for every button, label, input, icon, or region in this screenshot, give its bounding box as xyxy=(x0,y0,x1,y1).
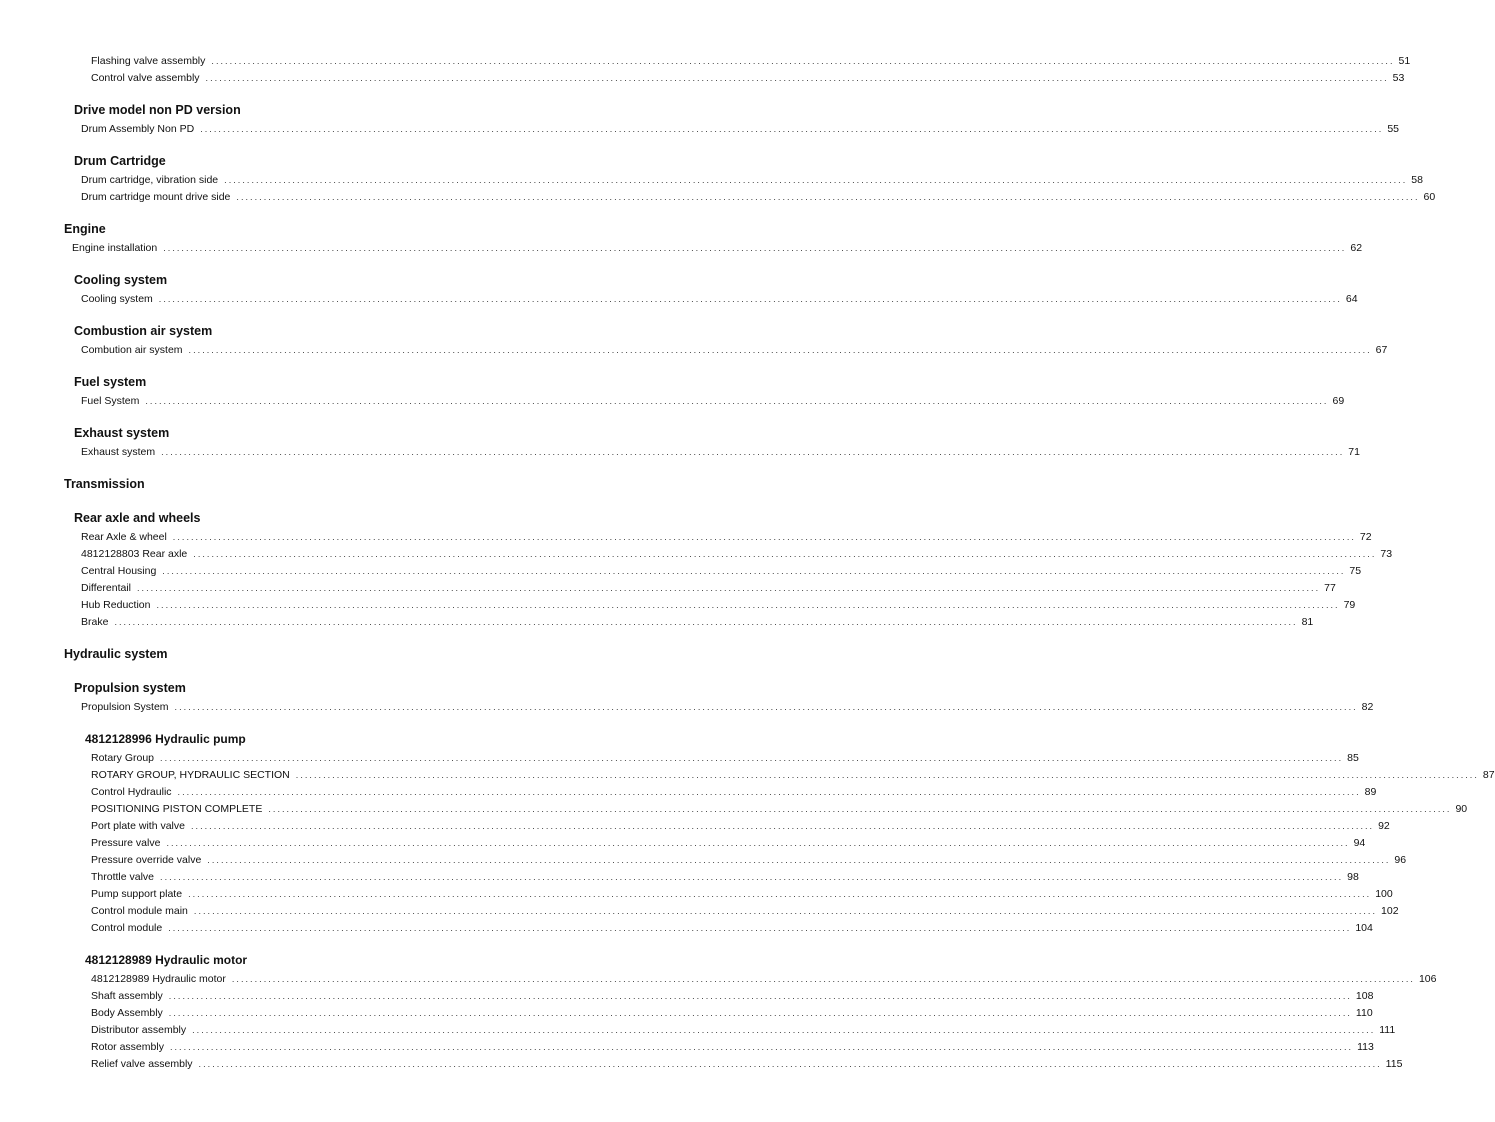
toc-entry[interactable] xyxy=(91,1056,1403,1073)
toc-entry-page-number: 75 xyxy=(1349,565,1362,577)
toc-entry-page-number: 72 xyxy=(1359,531,1372,543)
toc-entry[interactable] xyxy=(91,1039,1374,1056)
toc-entry[interactable] xyxy=(81,291,1358,308)
toc-entry[interactable] xyxy=(91,70,1405,87)
toc-entry-label: Control Hydraulic xyxy=(91,786,172,798)
toc-entry-label: Drum Assembly Non PD xyxy=(81,123,195,135)
toc-entry-label: 4812128803 Rear axle xyxy=(81,548,188,560)
toc-entry[interactable] xyxy=(81,597,1356,614)
toc-entry[interactable] xyxy=(91,886,1393,903)
dot-leader: .................................................................................................................................................................................................................................................................... xyxy=(188,345,1372,355)
dot-leader: .................................................................................................................................................................................................................................................................... xyxy=(193,906,1378,916)
toc-entry[interactable] xyxy=(91,852,1407,869)
toc-entry-label: Pump support plate xyxy=(91,888,183,900)
toc-entry-label: Differentail xyxy=(81,582,131,594)
toc-heading: Hydraulic system xyxy=(64,647,168,661)
toc-entry-page-number: 100 xyxy=(1375,888,1393,900)
toc-entry-page-number: 108 xyxy=(1355,990,1374,1002)
toc-entry-page-number: 90 xyxy=(1455,803,1468,815)
dot-leader: .................................................................................................................................................................................................................................................................... xyxy=(188,889,1372,899)
toc-entry-label: Control module xyxy=(91,922,163,934)
toc-entry-page-number: 113 xyxy=(1357,1041,1374,1053)
toc-entry-page-number: 110 xyxy=(1355,1007,1373,1019)
dot-leader: .................................................................................................................................................................................................................................................................... xyxy=(169,1042,1354,1052)
toc-entry-label: Brake xyxy=(81,616,109,628)
toc-entry[interactable] xyxy=(91,750,1359,767)
toc-entry-page-number: 82 xyxy=(1361,701,1374,713)
toc-entry[interactable] xyxy=(91,988,1374,1005)
toc-heading: Cooling system xyxy=(74,273,168,287)
dot-leader: .................................................................................................................................................................................................................................................................... xyxy=(145,396,1329,406)
toc-heading: Drum Cartridge xyxy=(74,154,166,168)
toc-entry-page-number: 111 xyxy=(1379,1024,1396,1036)
toc-entry-page-number: 58 xyxy=(1411,174,1423,186)
toc-entry[interactable] xyxy=(91,801,1468,818)
toc-entry-page-number: 87 xyxy=(1482,769,1495,781)
toc-entry[interactable] xyxy=(81,444,1360,461)
dot-leader: .................................................................................................................................................................................................................................................................... xyxy=(236,192,1420,202)
toc-entry-label: Propulsion System xyxy=(81,701,169,713)
toc-entry-label: Rotor assembly xyxy=(91,1041,164,1053)
dot-leader: .................................................................................................................................................................................................................................................................... xyxy=(156,600,1340,610)
toc-heading: Combustion air system xyxy=(74,324,213,338)
dot-leader: .................................................................................................................................................................................................................................................................... xyxy=(295,770,1479,780)
toc-entry-label: Relief valve assembly xyxy=(91,1058,193,1070)
toc-entry-page-number: 115 xyxy=(1385,1058,1403,1070)
toc-entry-page-number: 62 xyxy=(1350,242,1363,254)
toc-entry[interactable] xyxy=(81,393,1345,410)
toc-entry-label: Shaft assembly xyxy=(91,990,163,1002)
dot-leader: .................................................................................................................................................................................................................................................................... xyxy=(163,243,1347,253)
toc-entry[interactable] xyxy=(81,342,1388,359)
dot-leader: .................................................................................................................................................................................................................................................................... xyxy=(160,753,1344,763)
toc-entry[interactable] xyxy=(81,121,1400,138)
toc-entry-page-number: 106 xyxy=(1418,973,1437,985)
dot-leader: .................................................................................................................................................................................................................................................................... xyxy=(114,617,1298,627)
toc-entry[interactable] xyxy=(91,903,1399,920)
toc-entry-label: Drum cartridge mount drive side xyxy=(81,191,231,203)
toc-entry[interactable] xyxy=(81,580,1336,597)
toc-heading: Propulsion system xyxy=(74,681,186,695)
toc-entry-label: Combution air system xyxy=(81,344,183,356)
toc-entry[interactable] xyxy=(81,699,1374,716)
toc-entry-label: POSITIONING PISTON COMPLETE xyxy=(91,803,263,815)
toc-heading: 4812128996 Hydraulic pump xyxy=(85,732,246,746)
dot-leader: .................................................................................................................................................................................................................................................................... xyxy=(224,175,1408,185)
toc-entry-label: Exhaust system xyxy=(81,446,156,458)
toc-entry-label: 4812128989 Hydraulic motor xyxy=(91,973,226,985)
toc-heading: Transmission xyxy=(64,477,145,491)
toc-entry[interactable] xyxy=(81,614,1314,631)
toc-entry-label: Hub Reduction xyxy=(81,599,151,611)
toc-entry-page-number: 53 xyxy=(1392,72,1405,84)
toc-entry-page-number: 85 xyxy=(1347,752,1359,764)
toc-entry-label: Cooling system xyxy=(81,293,153,305)
toc-heading: Engine xyxy=(64,222,106,236)
toc-entry-label: Pressure valve xyxy=(91,837,161,849)
dot-leader: .................................................................................................................................................................................................................................................................... xyxy=(137,583,1321,593)
toc-entry-label: Flashing valve assembly xyxy=(91,55,206,67)
dot-leader: .................................................................................................................................................................................................................................................................... xyxy=(198,1059,1382,1069)
toc-entry-label: Distributor assembly xyxy=(91,1024,187,1036)
toc-entry-label: Pressure override valve xyxy=(91,854,202,866)
dot-leader: .................................................................................................................................................................................................................................................................... xyxy=(160,872,1344,882)
toc-entry-label: Body Assembly xyxy=(91,1007,163,1019)
toc-entry-page-number: 77 xyxy=(1324,582,1336,594)
toc-entry[interactable] xyxy=(91,971,1437,988)
toc-heading: 4812128989 Hydraulic motor xyxy=(85,953,248,967)
toc-entry-page-number: 55 xyxy=(1387,123,1400,135)
toc-entry-label: Port plate with valve xyxy=(91,820,185,832)
dot-leader: .................................................................................................................................................................................................................................................................... xyxy=(161,447,1345,457)
dot-leader: .................................................................................................................................................................................................................................................................... xyxy=(231,974,1415,984)
toc-entry[interactable] xyxy=(91,920,1373,937)
toc-entry-page-number: 69 xyxy=(1332,395,1345,407)
toc-entry[interactable] xyxy=(81,563,1362,580)
toc-entry-page-number: 104 xyxy=(1355,922,1373,934)
toc-entry-label: Throttle valve xyxy=(91,871,155,883)
toc-entry[interactable] xyxy=(91,767,1495,784)
dot-leader: .................................................................................................................................................................................................................................................................... xyxy=(168,1008,1352,1018)
toc-entry-page-number: 92 xyxy=(1378,820,1390,832)
toc-entry[interactable] xyxy=(81,546,1393,563)
toc-entry[interactable] xyxy=(72,240,1363,257)
dot-leader: .................................................................................................................................................................................................................................................................... xyxy=(162,566,1346,576)
dot-leader: .................................................................................................................................................................................................................................................................... xyxy=(268,804,1452,814)
toc-entry-label: Rear Axle & wheel xyxy=(81,531,167,543)
dot-leader: .................................................................................................................................................................................................................................................................... xyxy=(211,56,1395,66)
toc-entry-page-number: 81 xyxy=(1301,616,1314,628)
toc-entry[interactable] xyxy=(91,53,1411,70)
dot-leader: .................................................................................................................................................................................................................................................................... xyxy=(168,991,1352,1001)
toc-entry[interactable] xyxy=(91,1005,1373,1022)
toc-heading: Exhaust system xyxy=(74,426,170,440)
toc-entry-label: Drum cartridge, vibration side xyxy=(81,174,219,186)
toc-entry-page-number: 64 xyxy=(1345,293,1358,305)
toc-entry-page-number: 89 xyxy=(1364,786,1377,798)
dot-leader: .................................................................................................................................................................................................................................................................... xyxy=(177,787,1361,797)
toc-entry-page-number: 96 xyxy=(1394,854,1407,866)
dot-leader: .................................................................................................................................................................................................................................................................... xyxy=(172,532,1356,542)
toc-entry-page-number: 79 xyxy=(1343,599,1356,611)
dot-leader: .................................................................................................................................................................................................................................................................... xyxy=(200,124,1384,134)
toc-heading: Drive model non PD version xyxy=(74,103,241,117)
toc-heading: Fuel system xyxy=(74,375,147,389)
toc-entry[interactable] xyxy=(91,869,1359,886)
dot-leader: .................................................................................................................................................................................................................................................................... xyxy=(174,702,1358,712)
toc-entry-label: ROTARY GROUP, HYDRAULIC SECTION xyxy=(91,769,290,781)
toc-entry-label: Central Housing xyxy=(81,565,157,577)
toc-entry[interactable] xyxy=(91,1022,1396,1039)
toc-entry[interactable] xyxy=(81,529,1372,546)
toc-entry-page-number: 102 xyxy=(1381,905,1399,917)
toc-entry-page-number: 98 xyxy=(1347,871,1359,883)
toc-entry[interactable] xyxy=(91,784,1377,801)
toc-entry-page-number: 60 xyxy=(1423,191,1436,203)
toc-entry-label: Rotary Group xyxy=(91,752,155,764)
toc-entry-label: Control valve assembly xyxy=(91,72,200,84)
toc-entry-page-number: 67 xyxy=(1375,344,1388,356)
toc-entry-page-number: 71 xyxy=(1348,446,1360,458)
dot-leader: .................................................................................................................................................................................................................................................................... xyxy=(168,923,1352,933)
toc-entry[interactable] xyxy=(81,172,1423,189)
dot-leader: .................................................................................................................................................................................................................................................................... xyxy=(193,549,1377,559)
dot-leader: .................................................................................................................................................................................................................................................................... xyxy=(207,855,1391,865)
toc-entry[interactable] xyxy=(81,189,1436,206)
dot-leader: .................................................................................................................................................................................................................................................................... xyxy=(166,838,1350,848)
dot-leader: .................................................................................................................................................................................................................................................................... xyxy=(205,73,1389,83)
dot-leader: .................................................................................................................................................................................................................................................................... xyxy=(158,294,1342,304)
toc-heading: Rear axle and wheels xyxy=(74,511,201,525)
toc-entry-label: Engine installation xyxy=(72,242,158,254)
toc-entry[interactable] xyxy=(91,835,1366,852)
toc-entry[interactable] xyxy=(91,818,1390,835)
toc-entry-page-number: 94 xyxy=(1353,837,1366,849)
toc-entry-label: Fuel System xyxy=(81,395,140,407)
dot-leader: .................................................................................................................................................................................................................................................................... xyxy=(192,1025,1376,1035)
toc-entry-page-number: 51 xyxy=(1398,55,1411,67)
toc-entry-page-number: 73 xyxy=(1380,548,1393,560)
dot-leader: .................................................................................................................................................................................................................................................................... xyxy=(190,821,1375,831)
toc-entry-label: Control module main xyxy=(91,905,188,917)
